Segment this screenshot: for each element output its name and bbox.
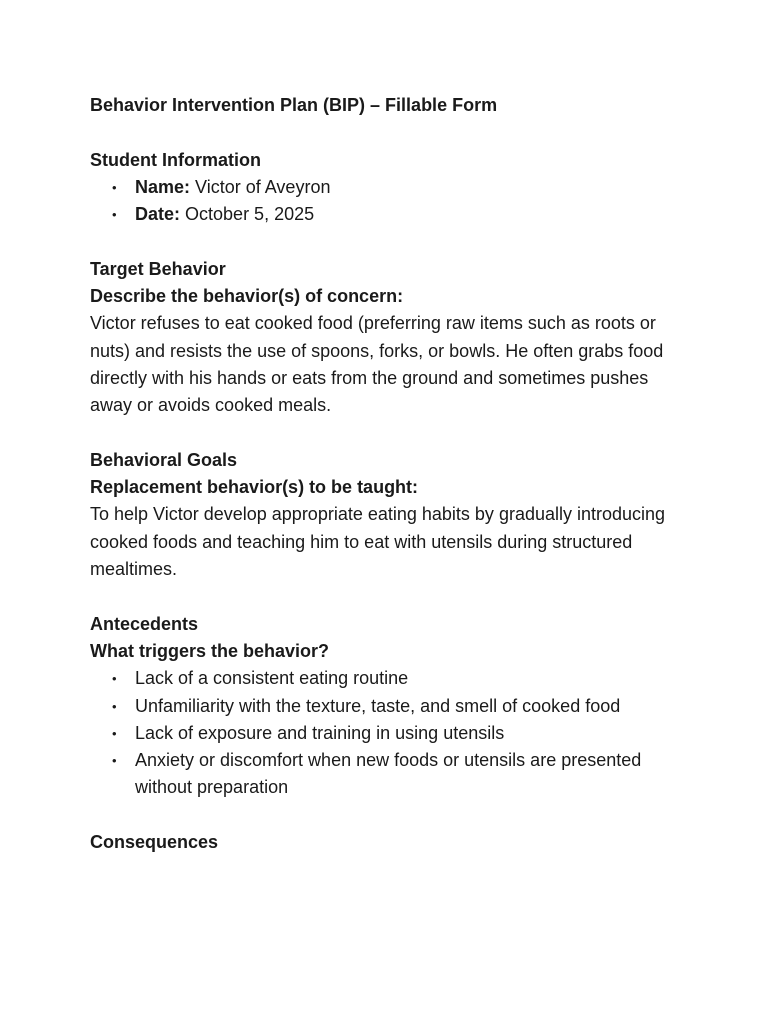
antecedent-text: Lack of a consistent eating routine bbox=[135, 668, 409, 689]
bullet-icon: • bbox=[112, 698, 117, 714]
behavioral-goals-section bbox=[90, 447, 678, 583]
list-item[interactable] bbox=[90, 747, 678, 802]
list-item[interactable] bbox=[90, 693, 678, 720]
list-item[interactable] bbox=[90, 720, 678, 747]
student-date-label: Date: bbox=[135, 204, 181, 225]
antecedent-text: Unfamiliarity with the texture, taste, and smell of cooked food bbox=[135, 695, 621, 716]
behavioral-goals-heading: Behavioral Goals bbox=[90, 449, 238, 470]
antecedents-prompt: What triggers the behavior? bbox=[90, 640, 330, 661]
antecedents-section bbox=[90, 611, 678, 802]
consequences-section bbox=[90, 829, 678, 856]
student-info-heading: Student Information bbox=[90, 149, 261, 170]
student-date-value[interactable]: October 5, 2025 bbox=[185, 204, 315, 225]
student-info-section bbox=[90, 147, 678, 229]
behavioral-goals-text[interactable]: To help Victor develop appropriate eating habits by gradually introducing cooked foods and teaching him to eat with utensils during structured mealtimes. bbox=[90, 504, 666, 580]
student-info-list bbox=[90, 174, 678, 229]
behavioral-goals-prompt: Replacement behavior(s) to be taught: bbox=[90, 477, 419, 498]
bullet-icon: • bbox=[112, 207, 117, 223]
target-behavior-prompt: Describe the behavior(s) of concern: bbox=[90, 286, 404, 307]
antecedents-list bbox=[90, 665, 678, 801]
antecedent-text: Lack of exposure and training in using utensils bbox=[135, 722, 505, 743]
list-item[interactable] bbox=[90, 665, 678, 692]
student-name-value[interactable]: Victor of Aveyron bbox=[195, 176, 331, 197]
target-behavior-heading: Target Behavior bbox=[90, 258, 226, 279]
antecedents-heading: Antecedents bbox=[90, 613, 199, 634]
target-behavior-text[interactable]: Victor refuses to eat cooked food (preferring raw items such as roots or nuts) and resists the use of spoons, forks, or bowls. He often grabs food directly with his hands or eats from the ground and sometimes pushes away or avoids cooked meals. bbox=[90, 313, 664, 416]
document-title: Behavior Intervention Plan (BIP) – Fillable Form bbox=[90, 95, 498, 115]
bullet-icon: • bbox=[112, 671, 117, 687]
consequences-heading: Consequences bbox=[90, 832, 219, 853]
antecedent-text: Anxiety or discomfort when new foods or utensils are presented without preparation bbox=[135, 750, 642, 798]
student-name-label: Name: bbox=[135, 176, 191, 197]
bullet-icon: • bbox=[112, 753, 117, 769]
bullet-icon: • bbox=[112, 725, 117, 741]
target-behavior-section bbox=[90, 256, 678, 420]
student-name-item bbox=[90, 174, 678, 201]
bullet-icon: • bbox=[112, 179, 117, 195]
student-date-item bbox=[90, 201, 678, 228]
